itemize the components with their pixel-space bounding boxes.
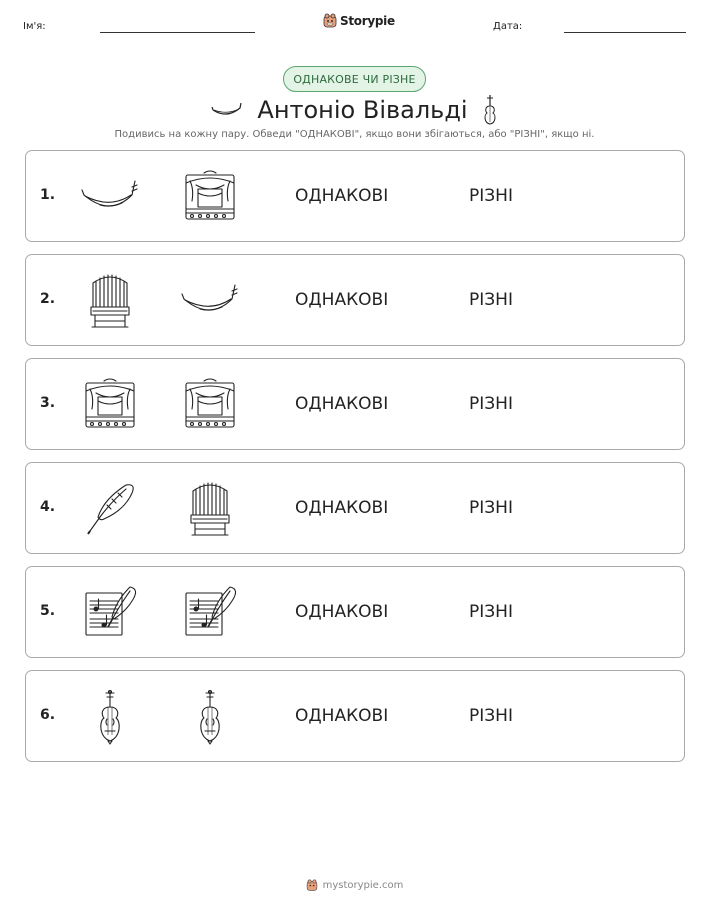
question-row: [25, 254, 685, 346]
option-same[interactable]: ОДНАКОВІ: [295, 602, 389, 622]
storypie-logo: [323, 13, 395, 29]
option-different[interactable]: РІЗНІ: [469, 602, 513, 622]
name-label: Ім'я:: [23, 21, 46, 32]
sheet-music-quill-icon: [80, 585, 140, 641]
date-line[interactable]: [564, 32, 686, 33]
sheet-music-quill-icon: [180, 585, 240, 641]
brand-name: Storypie: [340, 14, 395, 28]
pipe-organ-icon: [180, 481, 240, 537]
pipe-organ-icon: [80, 273, 140, 329]
option-same[interactable]: ОДНАКОВІ: [295, 394, 389, 414]
question-number: 2.: [40, 291, 56, 307]
option-different[interactable]: РІЗНІ: [469, 498, 513, 518]
page-title: Антоніо Вівальді: [257, 96, 468, 124]
title-row: [0, 90, 709, 130]
violin-icon: [80, 689, 140, 745]
gondola-icon: [211, 100, 243, 120]
gondola-icon: [180, 273, 240, 329]
question-number: 1.: [40, 187, 56, 203]
quill-feather-icon: [80, 481, 140, 537]
option-same[interactable]: ОДНАКОВІ: [295, 498, 389, 518]
question-row: [25, 670, 685, 762]
question-row: [25, 150, 685, 242]
instructions: Подивись на кожну пару. Обведи "ОДНАКОВІ", якщо вони збігаються, або "РІЗНІ", якщо ні.: [114, 129, 595, 140]
violin-icon: [482, 94, 498, 126]
question-number: 5.: [40, 603, 56, 619]
option-different[interactable]: РІЗНІ: [469, 186, 513, 206]
question-number: 4.: [40, 499, 56, 515]
question-row: [25, 358, 685, 450]
option-same[interactable]: ОДНАКОВІ: [295, 290, 389, 310]
option-different[interactable]: РІЗНІ: [469, 706, 513, 726]
option-same[interactable]: ОДНАКОВІ: [295, 706, 389, 726]
date-label: Дата:: [493, 21, 523, 32]
option-same[interactable]: ОДНАКОВІ: [295, 186, 389, 206]
footer-url: mystorypie.com: [322, 880, 404, 891]
footer: [0, 879, 709, 892]
question-number: 3.: [40, 395, 56, 411]
name-line[interactable]: [100, 32, 255, 33]
activity-tag: ОДНАКОВЕ ЧИ РІЗНЕ: [283, 66, 426, 92]
question-number: 6.: [40, 707, 56, 723]
option-different[interactable]: РІЗНІ: [469, 290, 513, 310]
question-row: [25, 462, 685, 554]
gondola-icon: [80, 169, 140, 225]
option-different[interactable]: РІЗНІ: [469, 394, 513, 414]
storypie-mascot-icon: [306, 879, 318, 892]
storypie-mascot-icon: [323, 13, 337, 29]
theater-stage-icon: [180, 377, 240, 433]
violin-icon: [180, 689, 240, 745]
theater-stage-icon: [180, 169, 240, 225]
question-row: [25, 566, 685, 658]
theater-stage-icon: [80, 377, 140, 433]
